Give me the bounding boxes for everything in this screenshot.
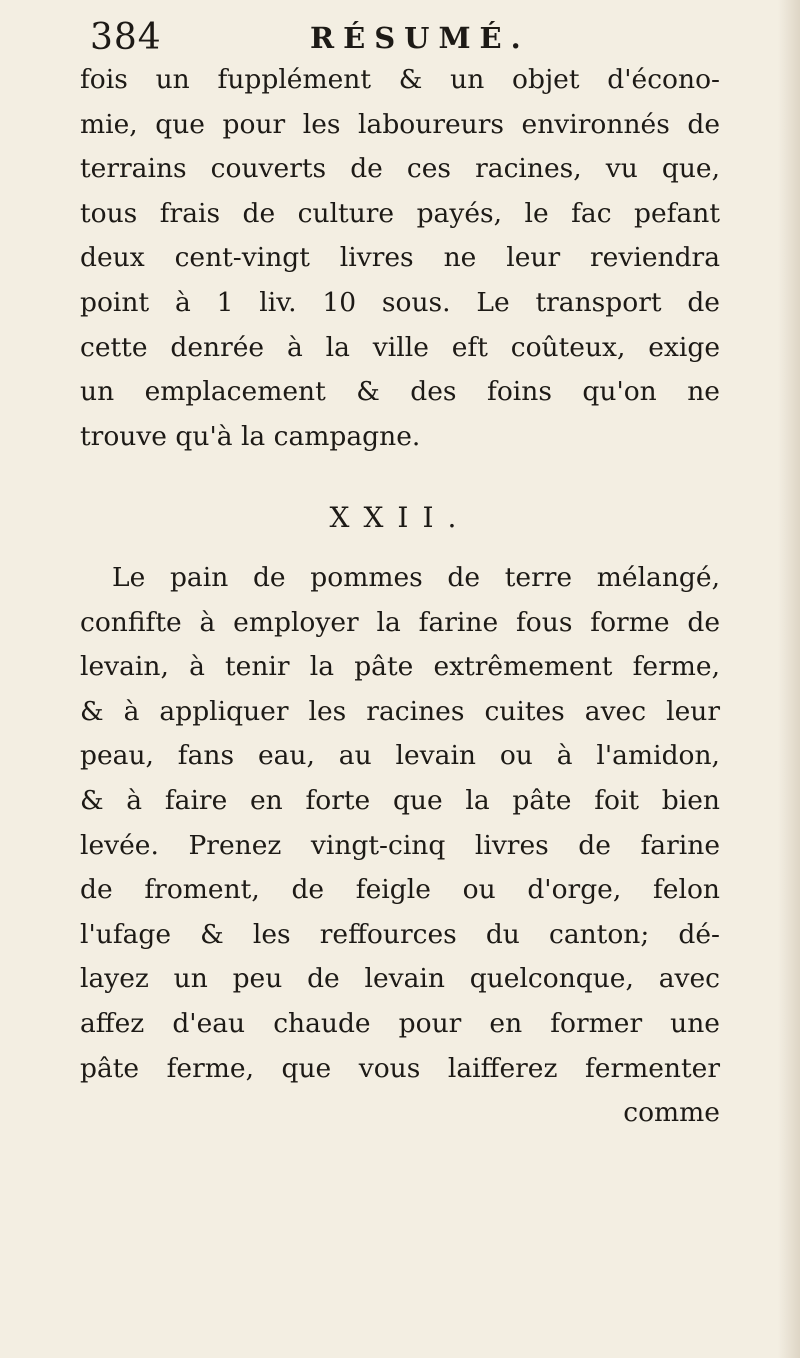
text-line: peau, fans eau, au levain ou à l'amidon, (80, 740, 720, 772)
text-line: mie, que pour les laboureurs environnés de (80, 108, 720, 140)
text-line: levée. Prenez vingt-cinq livres de farine (80, 829, 720, 861)
text-line: point à 1 liv. 10 sous. Le transport de (80, 286, 720, 318)
text-line: Le pain de pommes de terre mélangé, (112, 562, 720, 593)
text-line: fois un fupplément & un objet d'écono- (80, 64, 720, 95)
page-number: 384 (90, 17, 162, 58)
paragraph-continued (80, 58, 720, 459)
page-edge-shadow (778, 0, 800, 1358)
text-line: trouve qu'à la campagne. (80, 420, 421, 452)
paragraph-section-xxii (80, 556, 720, 1136)
text-line: de froment, de feigle ou d'orge, felon (80, 874, 720, 906)
text-line: confifte à employer la farine fous forme de (80, 606, 720, 638)
text-line: affez d'eau chaude pour en former une (80, 1007, 720, 1039)
running-head (0, 14, 800, 62)
text-line: pâte ferme, que vous laifferez fermenter (80, 1052, 720, 1084)
text-line: levain, à tenir la pâte extrêmement ferme, (80, 651, 720, 683)
text-line: tous frais de culture payés, le fac pefant (80, 197, 720, 229)
text-line: terrains couverts de ces racines, vu que, (80, 153, 720, 185)
text-line: cette denrée à la ville eft coûteux, exige (80, 331, 720, 363)
text-line: l'ufage & les reffources du canton; dé- (80, 918, 720, 950)
text-line: layez un peu de levain quelconque, avec (80, 963, 720, 995)
text-line: un emplacement & des foins qu'on ne (80, 376, 720, 408)
running-title: RÉSUMÉ. (310, 21, 530, 55)
section-heading: XXII. (329, 501, 471, 534)
catchword: comme (623, 1097, 720, 1129)
text-line: & à appliquer les racines cuites avec leur (80, 695, 720, 727)
text-line: & à faire en forte que la pâte foit bien (80, 784, 720, 816)
text-line: deux cent-vingt livres ne leur reviendra (80, 242, 720, 274)
